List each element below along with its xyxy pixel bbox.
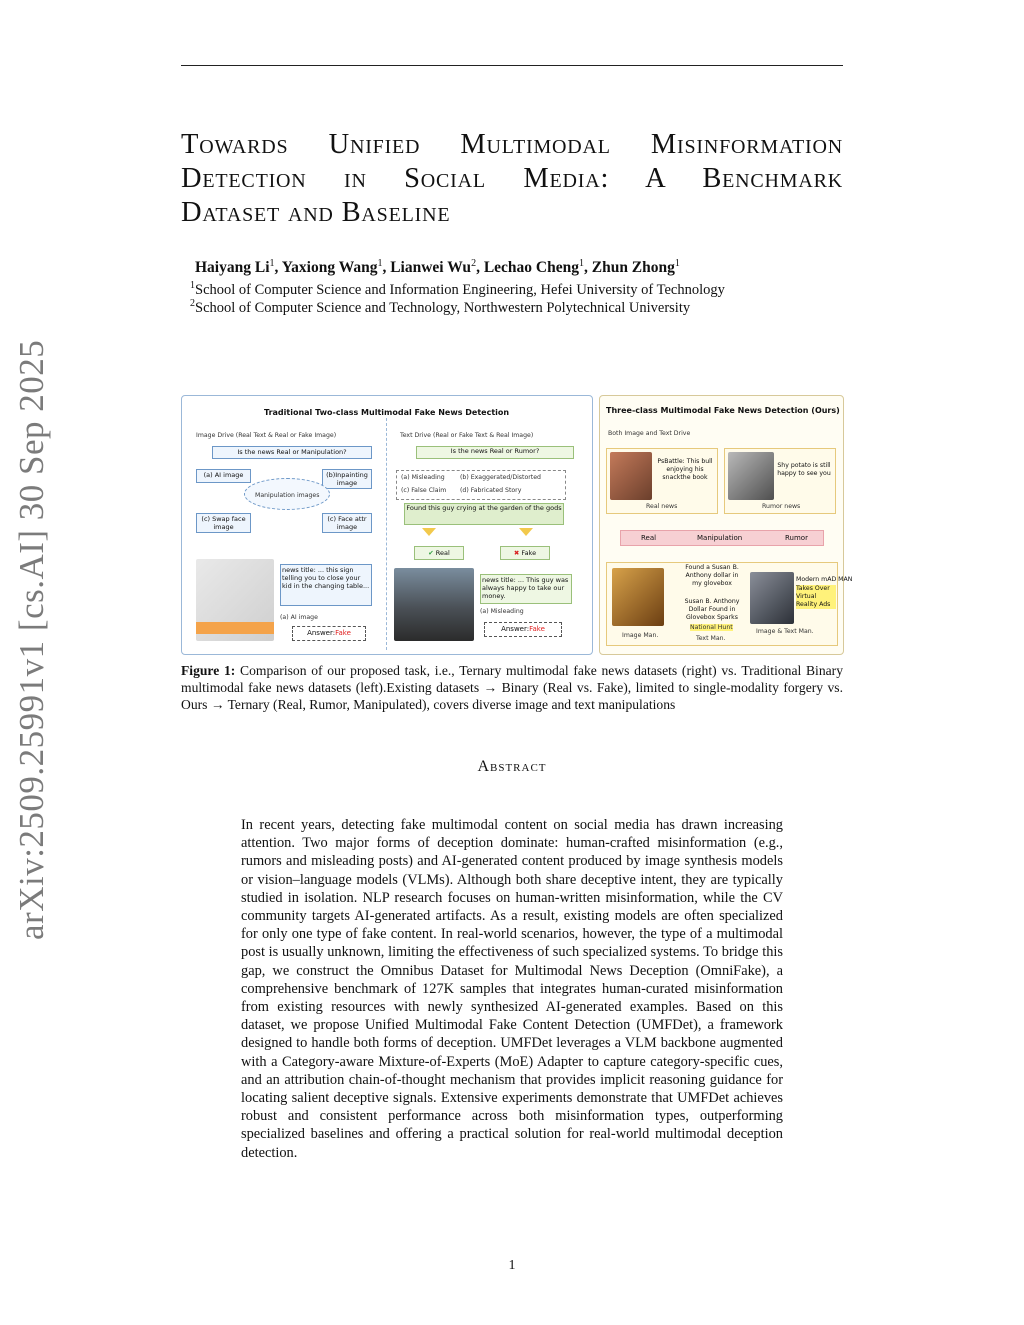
type-exaggerated: (b) Exaggerated/Distorted	[460, 474, 541, 481]
type-fabricated: (d) Fabricated Story	[460, 487, 522, 494]
swap-face-box: (c) Swap face image	[196, 513, 251, 533]
cross-icon: ✖	[513, 549, 520, 557]
psbattle-text: PsBattle: This bull enjoying his snackthe book	[657, 458, 713, 481]
shy-potato-text: Shy potato is still happy to see you	[777, 462, 831, 477]
street-photo	[394, 568, 474, 641]
susan-found-text: Susan B. Anthony Dollar Found in Glovebox Sparks	[684, 598, 740, 621]
potato-image	[728, 452, 774, 500]
title-line-2: Detection in Social Media: A Benchmark	[181, 163, 843, 194]
right-panel-title: Three-class Multimodal Fake News Detection (Ours)	[606, 406, 840, 415]
class-manipulation: Manipulation	[697, 534, 743, 542]
author-name: Lechao Cheng	[483, 259, 579, 277]
author-name: Zhun Zhong	[591, 259, 675, 277]
text-man-label: Text Man.	[696, 635, 726, 642]
top-rule	[181, 65, 843, 66]
right-panel	[599, 395, 853, 655]
bull-image	[610, 452, 652, 500]
portrait-image	[750, 572, 794, 624]
author-name: Yaxiong Wang	[281, 259, 378, 277]
national-hunt-text: National Hunt	[690, 624, 733, 631]
author-name: Haiyang Li	[195, 259, 270, 277]
real-button: ✔ Real	[414, 546, 464, 560]
affiliation-2: $^2$School of Computer Science and Technology, Northwestern Polytechnical University	[190, 298, 691, 316]
image-drive-label: Image Drive (Real Text & Real or Fake Image)	[196, 432, 337, 439]
found-susan-text: Found a Susan B. Anthony dollar in my glovebox	[685, 564, 739, 587]
text-question: Is the news Real or Rumor?	[416, 446, 574, 459]
caption-text: Comparison of our proposed task, i.e., Ternary multimodal fake news datasets (right) vs. Traditional Binary multimodal fake news datasets (left).Existing datasets → Binary (Real vs. Fake), limited to single-modality forgery vs. Ours → Ternary (Real, Rumor, Manipulated), covers diverse image and text manipulations	[181, 663, 843, 712]
type-false-claim: (c) False Claim	[401, 487, 447, 494]
misleading-caption: (a) Misleading	[480, 608, 524, 615]
type-misleading: (a) Misleading	[401, 474, 445, 481]
modern-mad-text: Modern mAD MAN	[796, 576, 853, 583]
affiliation-1: $^1$School of Computer Science and Information Engineering, Hefei University of Technology	[190, 280, 725, 298]
answer-box-1: Answer:Fake	[292, 626, 366, 641]
ai-image-box: (a) AI image	[196, 469, 251, 483]
class-bar	[620, 530, 824, 546]
arrow-down-icon	[422, 528, 436, 536]
inpainting-box: (b)Inpainting image	[322, 469, 372, 489]
takes-over-text: Takes Over Virtual Reality Ads	[796, 585, 836, 609]
page-number: 1	[508, 1258, 516, 1273]
both-drive-label: Both Image and Text Drive	[608, 430, 691, 437]
panel-divider	[386, 418, 387, 650]
abstract-heading: Abstract	[477, 758, 547, 775]
figure-caption	[181, 662, 843, 713]
check-icon: ✔	[428, 549, 434, 557]
class-real: Real	[641, 534, 657, 542]
image-text-man-label: Image & Text Man.	[756, 628, 814, 635]
title-line-3: Dataset and Baseline	[181, 197, 451, 228]
left-panel-title: Traditional Two-class Multimodal Fake News Detection	[264, 408, 510, 417]
image-question: Is the news Real or Manipulation?	[212, 446, 372, 459]
author-name: Lianwei Wu	[390, 259, 472, 277]
abstract-body: In recent years, detecting fake multimodal content on social media has drawn increasing attention. Two major forms of deception dominate: human-crafted misinformation (e.g., rumors and misleading posts) and AI-generated content produced by image synthesis models or vision–language models (VLMs). Although both share deceptive intent, they are typically studied in isolation. NLP research focuses on human-written misinformation, while the CV community targets AI-generated artifacts. As a result, existing models are often specialized for only one type of fake content. In real-world scenarios, however, the type of a multimodal post is usually unknown, limiting the effectiveness of such specialized systems. To bridge this gap, we construct the Omnibus Dataset for Multimodal News Deception (OmniFake), a comprehensive benchmark of 127K samples that integrates human-curated misinformation from existing resources with newly synthesized AI-generated examples. Based on this dataset, we propose Unified Multimodal Fake Content Detection (UMFDet), a framework designed to handle both forms of deception. UMFDet leverages a VLM backbone augmented with a Category-aware Mixture-of-Experts (MoE) Adapter to capture category-specific cues, and an attribution chain-of-thought mechanism that provides implicit reasoning guidance for locating salient deceptive signals. Extensive experiments demonstrate that UMFDet achieves robust and consistent performance across both misinformation types, outperforming specialized baselines and offering a practical solution for real-world multimodal deception detection.	[241, 817, 783, 1161]
figure-1	[181, 395, 853, 657]
class-rumor: Rumor	[785, 534, 808, 542]
figure-label: Figure 1:	[181, 663, 236, 678]
found-guy-text: Found this guy crying at the garden of the gods	[404, 503, 564, 525]
arxiv-stamp: arXiv:2509.25991v1 [cs.AI] 30 Sep 2025	[12, 339, 51, 940]
news-title-2: news title: ... This guy was always happy to take our money.	[480, 574, 572, 604]
answer-box-2: Answer:Fake	[484, 622, 562, 637]
title-line-1: Towards Unified Multimodal Misinformation	[181, 129, 843, 160]
ai-image-caption: (a) AI image	[280, 614, 318, 621]
news-title-1: news title: ... this sign telling you to close your kid in the changing table...	[280, 564, 372, 606]
rumor-news-label: Rumor news	[762, 503, 801, 510]
manipulation-cloud-label: Manipulation images	[255, 492, 320, 499]
beer-image	[612, 568, 664, 626]
warning-banner	[196, 622, 274, 634]
left-panel	[181, 395, 593, 655]
text-drive-label: Text Drive (Real or Fake Text & Real Image)	[400, 432, 534, 439]
image-man-label: Image Man.	[622, 632, 659, 639]
author-list: Haiyang Li$^1$, Yaxiong Wang$^1$, Lianwei Wu$^2$, Lechao Cheng$^1$, Zhun Zhong$^1$	[195, 258, 680, 277]
arrow-down-icon	[519, 528, 533, 536]
paper-title	[181, 128, 843, 230]
real-news-label: Real news	[646, 503, 678, 510]
face-attr-box: (c) Face attr image	[322, 513, 372, 533]
fake-button: ✖ Fake	[500, 546, 550, 560]
